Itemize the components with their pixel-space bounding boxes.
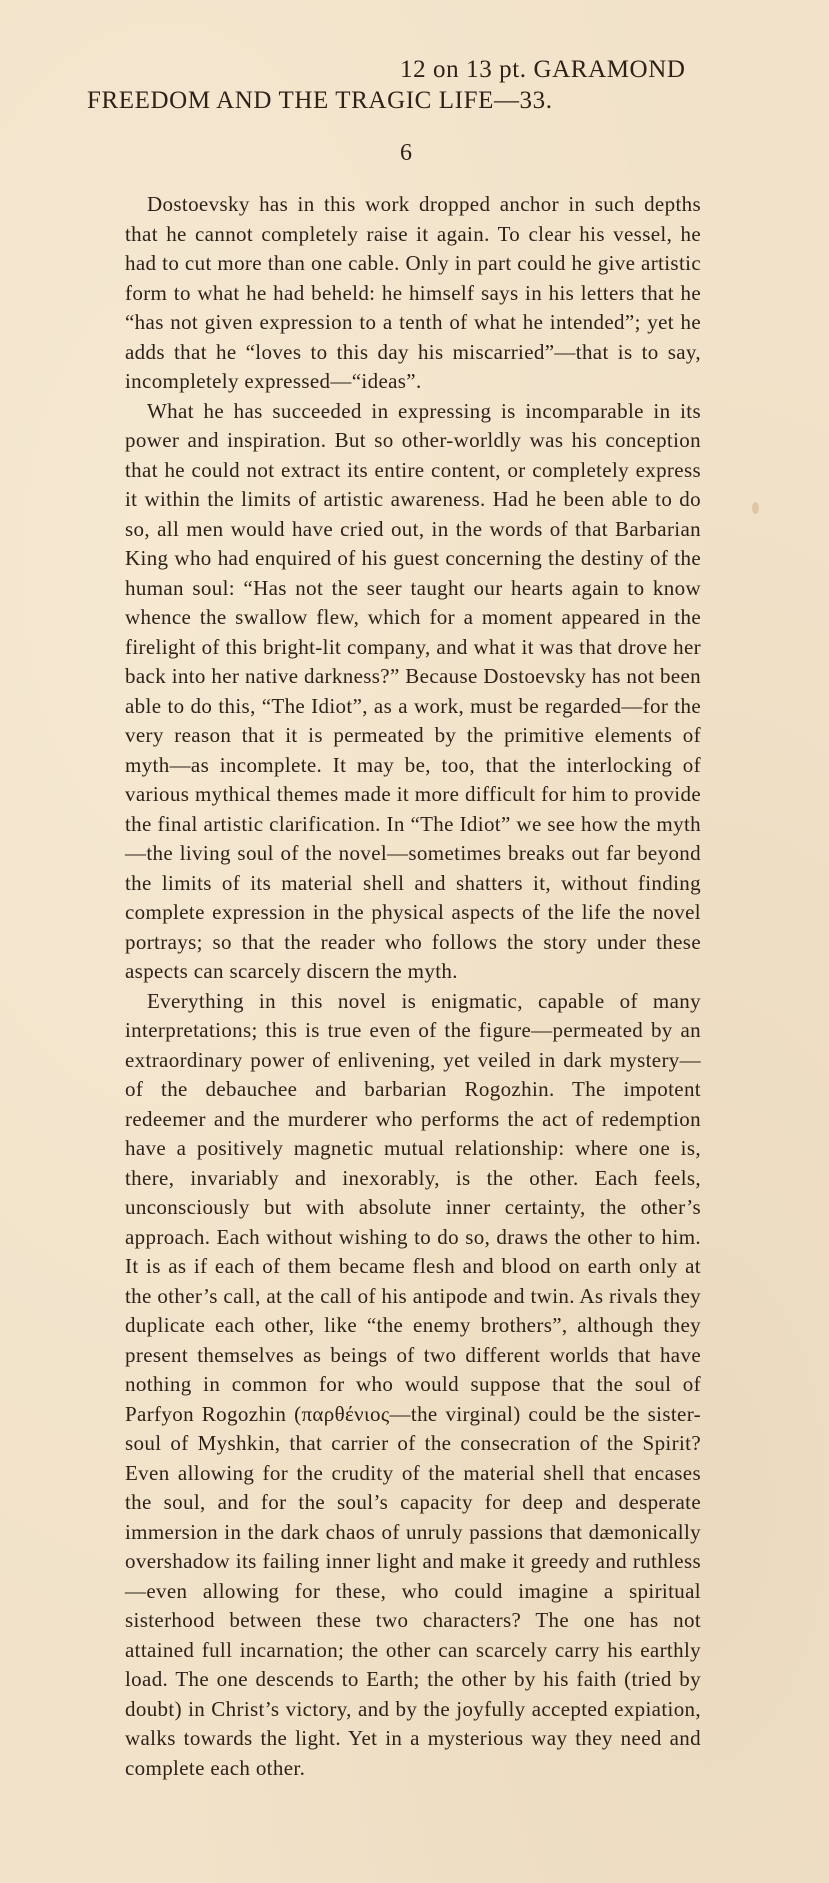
body-text: [125, 190, 701, 1783]
section-number: 6: [400, 140, 412, 166]
typesetting-note: 12 on 13 pt. GARAMOND: [400, 56, 686, 83]
paper-stain: [752, 502, 759, 514]
running-header: FREEDOM AND THE TRAGIC LIFE—33.: [87, 87, 553, 114]
paragraph: What he has succeeded in expressing is incomparable in its power and inspiration. But so other-worldly was his conception that he could not extract its entire content, or completely express it within the limits of artistic awareness. Had he been able to do so, all men would have cried out, in the words of that Barbarian King who had enquired of his guest concerning the destiny of the human soul: “Has not the seer taught our hearts again to know whence the swallow flew, which for a moment appeared in the firelight of this bright-lit company, and what it was that drove her back into her native darkness?” Because Dostoevsky has not been able to do this, “The Idiot”, as a work, must be regarded—for the very reason that it is permeated by the primitive elements of myth—as incomplete. It may be, too, that the interlocking of various mythical themes made it more difficult for him to provide the final artistic clarification. In “The Idiot” we see how the myth—the living soul of the novel—sometimes breaks out far beyond the limits of its material shell and shatters it, without finding complete expression in the physical aspects of the life the novel portrays; so that the reader who follows the story under these aspects can scarcely discern the myth.: [125, 398, 701, 983]
paragraph: Dostoevsky has in this work dropped anchor in such depths that he cannot completely raise it again. To clear his vessel, he had to cut more than one cable. Only in part could he give artistic form to what he had beheld: he himself says in his letters that he “has not given expression to a tenth of what he intended”; yet he adds that he “loves to this day his miscarried”—that is to say, incompletely expressed—“ideas”.: [125, 192, 701, 393]
paragraph: Everything in this novel is enigmatic, capable of many interpretations; this is true even of the figure—permeated by an extraordinary power of enlivening, yet veiled in dark mystery—of the debauchee and barbarian Rogozhin. The impotent redeemer and the murderer who performs the act of redemption have a positively magnetic mutual relationship: where one is, there, invariably and inexorably, is the other. Each feels, unconsciously but with absolute inner certainty, the other’s approach. Each without wishing to do so, draws the other to him. It is as if each of them became flesh and blood on earth only at the other’s call, at the call of his antipode and twin. As rivals they duplicate each other, like “the enemy brothers”, although they present themselves as beings of two different worlds that have nothing in common for who would suppose that the soul of Parfyon Rogozhin (παρθένιος—the virginal) could be the sister-soul of Myshkin, that carrier of the consecration of the Spirit? Even allowing for the crudity of the material shell that encases the soul, and for the soul’s capacity for deep and desperate immersion in the dark chaos of unruly passions that dæmonically overshadow its failing inner light and make it greedy and ruthless—even allowing for these, who could imagine a spiritual sisterhood between these two characters? The one has not attained full incarnation; the other can scarcely carry his earthly load. The one descends to Earth; the other by his faith (tried by doubt) in Christ’s victory, and by the joyfully accepted expiation, walks towards the light. Yet in a mysterious way they need and complete each other.: [125, 988, 701, 1780]
